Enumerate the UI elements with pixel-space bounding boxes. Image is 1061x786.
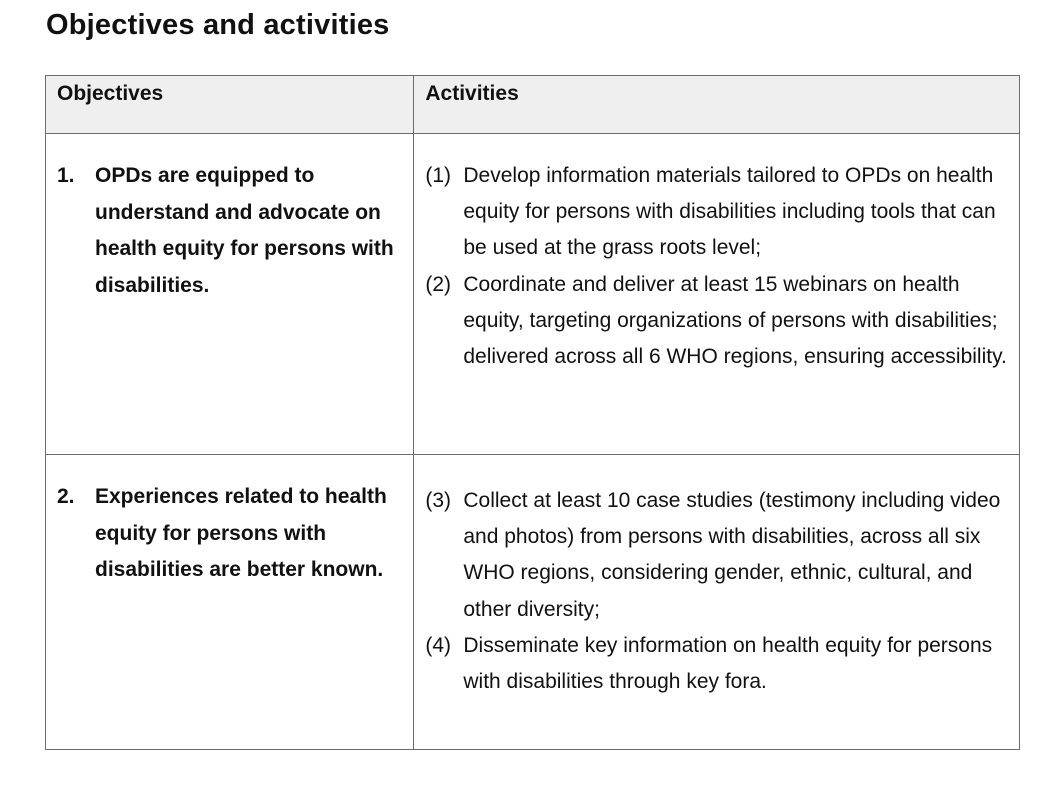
activities-cell — [414, 455, 1020, 750]
objective-cell — [46, 134, 414, 455]
table-row — [46, 455, 1020, 750]
activities-cell — [414, 134, 1020, 455]
objective-text: Experiences related to health equity for persons with disabilities are better known. — [95, 485, 387, 581]
activity-item — [425, 628, 1007, 700]
activity-number: (3) — [425, 489, 452, 512]
table-header-row — [46, 76, 1020, 134]
activities-list — [414, 455, 1019, 700]
activity-text: Collect at least 10 case studies (testimony including video and photos) from persons with disabilities, across all six WHO regions, considering gender, ethnic, cultural, and other diversity; — [463, 489, 1001, 621]
activity-text: Develop information materials tailored to OPDs on health equity for persons with disabilities including tools that can be used at the grass roots level; — [463, 164, 996, 260]
activity-number: (2) — [425, 272, 452, 296]
activity-number: (4) — [425, 633, 452, 657]
objective-item — [46, 134, 413, 304]
objective-number: 2. — [57, 485, 75, 508]
header-activities — [414, 76, 1020, 134]
objectives-activities-table — [45, 75, 1020, 750]
objective-text: OPDs are equipped to understand and advocate on health equity for persons with disabilities. — [95, 164, 394, 297]
header-objectives-label: Objectives — [57, 82, 164, 105]
header-activities-label: Activities — [425, 82, 519, 105]
activities-list — [414, 134, 1019, 375]
page-title: Objectives and activities — [46, 9, 390, 41]
activity-text: Disseminate key information on health equity for persons with disabilities through key fora. — [463, 633, 993, 694]
objective-cell — [46, 455, 414, 750]
activity-item — [425, 158, 1007, 267]
objective-number: 1. — [57, 164, 75, 187]
objective-item — [46, 455, 413, 589]
table-row — [46, 134, 1020, 455]
activity-item — [425, 483, 1007, 628]
header-objectives — [46, 76, 414, 134]
activity-number: (1) — [425, 164, 452, 187]
activity-item — [425, 267, 1007, 376]
activity-text: Coordinate and deliver at least 15 webinars on health equity, targeting organizations of persons with disabilities; delivered across all 6 WHO regions, ensuring accessibility. — [463, 272, 1007, 369]
